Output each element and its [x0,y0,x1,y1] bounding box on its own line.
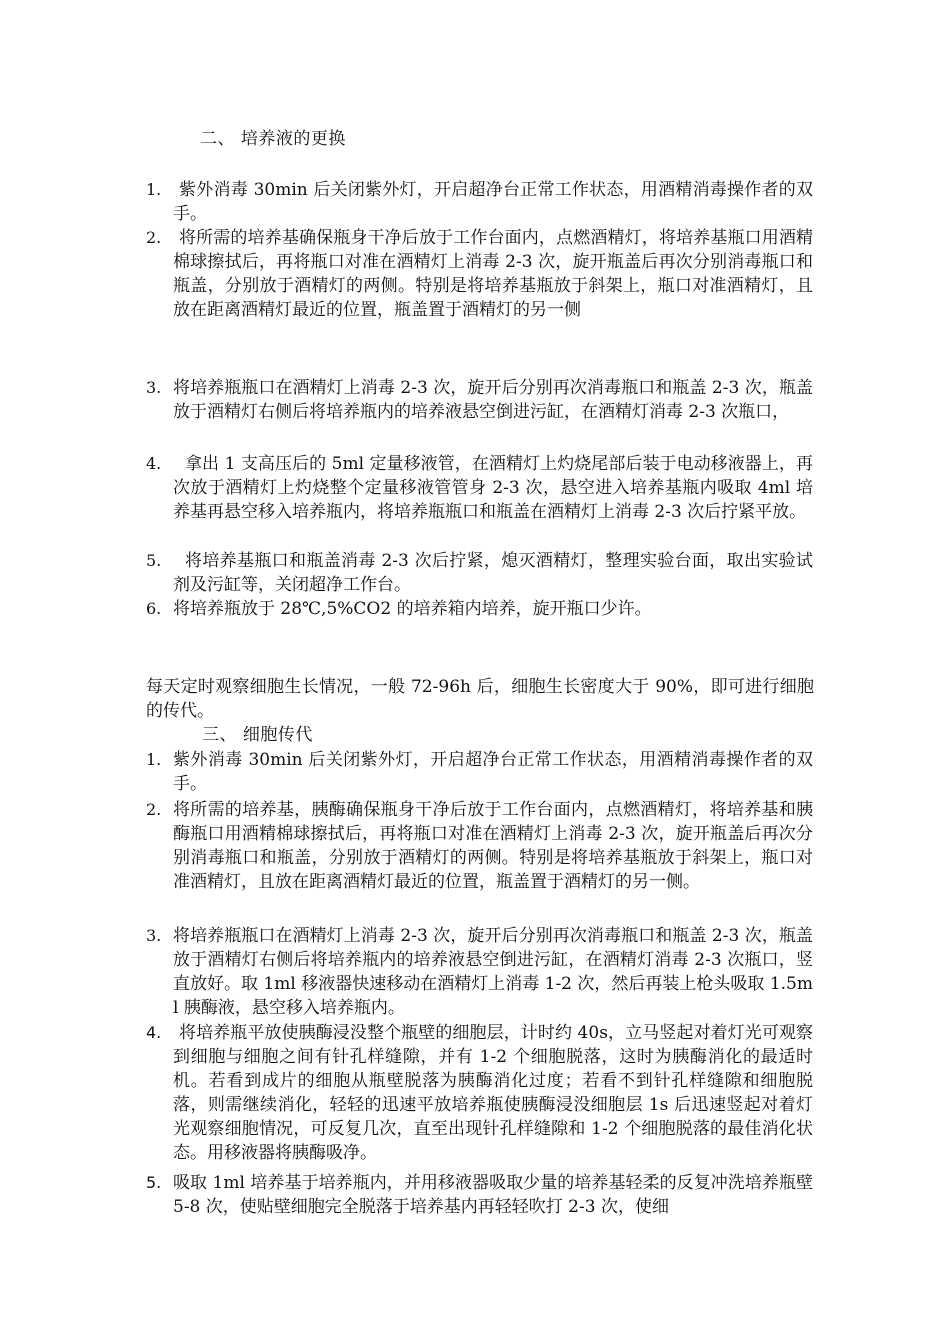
list-item-number: 2. [146,800,162,819]
list-item-number: 1. [146,750,162,769]
list-item-text: 将培养瓶放于 28℃,5%CO2 的培养箱内培养，旋开瓶口少许。 [173,599,652,619]
list-item-text: 将培养瓶瓶口在酒精灯上消毒 2-3 次，旋开后分别再次消毒瓶口和瓶盖 2-3 次，瓶盖放于酒精灯右侧后将培养瓶内的培养液悬空倒进污缸，在酒精灯消毒 2-3 次瓶口，竖直放好。取 1ml 移液器快速移动在酒精灯上消毒 1-2 次，然后再装上枪头吸取 1.5ml 胰酶液，悬空移入培养瓶内。 [173,926,813,1018]
list-item-number: 4. [146,454,162,473]
list-item-text: 紫外消毒 30min 后关闭紫外灯，开启超净台正常工作状态，用酒精消毒操作者的双手。 [173,180,813,224]
list-item-text: 将培养瓶平放使胰酶浸没整个瓶壁的细胞层，计时约 40s，立马竖起对着灯光可观察到细胞与细胞之间有针孔样缝隙，并有 1-2 个细胞脱落，这时为胰酶消化的最适时机。若看到成片的细胞从瓶壁脱落为胰酶消化过度；若看不到针孔样缝隙和细胞脱落，则需继续消化，轻轻的迅速平放培养瓶使胰酶浸没细胞层 1s 后迅速竖起对着灯光观察细胞情况，可反复几次，直至出现针孔样缝隙和 1-2 个细胞脱落的最佳消化状态。用移液器将胰酶吸净。 [173,1023,813,1163]
list-item-text: 拿出 1 支高压后的 5ml 定量移液管，在酒精灯上灼烧尾部后装于电动移液器上，再次放于酒精灯上灼烧整个定量移液管管身 2-3 次，悬空进入培养基瓶内吸取 4ml 培养基再悬空移入培养瓶内，将培养瓶瓶口和瓶盖在酒精灯上消毒 2-3 次后拧紧平放。 [173,454,813,522]
observation-paragraph: 每天定时观察细胞生长情况，一般 72-96h 后，细胞生长密度大于 90%，即可进行细胞的传代。 [146,677,814,721]
list-item-text: 将培养基瓶口和瓶盖消毒 2-3 次后拧紧，熄灭酒精灯，整理实验台面，取出实验试剂及污缸等，关闭超净工作台。 [173,551,813,595]
list-item-text: 将所需的培养基确保瓶身干净后放于工作台面内，点燃酒精灯，将培养基瓶口用酒精棉球擦拭后，再将瓶口对准在酒精灯上消毒 2-3 次，旋开瓶盖后再次分别消毒瓶口和瓶盖，分别放于酒精灯的两侧。特别是将培养基瓶放于斜架上，瓶口对准酒精灯，且放在距离酒精灯最近的位置，瓶盖置于酒精灯的另一侧 [173,228,813,320]
list-item-text: 将所需的培养基，胰酶确保瓶身干净后放于工作台面内，点燃酒精灯，将培养基和胰酶瓶口用酒精棉球擦拭后，再将瓶口对准在酒精灯上消毒 2-3 次，旋开瓶盖后再次分别消毒瓶口和瓶盖，分别放于酒精灯的两侧。特别是将培养基瓶放于斜架上，瓶口对准酒精灯，且放在距离酒精灯最近的位置，瓶盖置于酒精灯的另一侧。 [173,800,813,892]
list-item-number: 3. [146,378,162,397]
list-item-number: 1. [146,180,162,199]
list-item-number: 2. [146,228,162,247]
list-item-number: 5. [146,551,162,570]
list-item-number: 6. [146,599,162,618]
list-item-text: 吸取 1ml 培养基于培养瓶内，并用移液器吸取少量的培养基轻柔的反复冲洗培养瓶壁 5-8 次，使贴壁细胞完全脱落于培养基内再轻轻吹打 2-3 次，使细 [173,1173,813,1217]
list-item-text: 紫外消毒 30min 后关闭紫外灯，开启超净台正常工作状态，用酒精消毒操作者的双手。 [173,750,813,794]
section-heading-medium-change: 二、 培养液的更换 [200,129,346,149]
list-item-number: 4. [146,1023,162,1042]
list-item-text: 将培养瓶瓶口在酒精灯上消毒 2-3 次，旋开后分别再次消毒瓶口和瓶盖 2-3 次，瓶盖放于酒精灯右侧后将培养瓶内的培养液悬空倒进污缸，在酒精灯消毒 2-3 次瓶口， [173,378,813,422]
section-heading-cell-passage: 三、 细胞传代 [202,725,313,745]
list-item-number: 5. [146,1173,162,1192]
list-item-number: 3. [146,926,162,945]
